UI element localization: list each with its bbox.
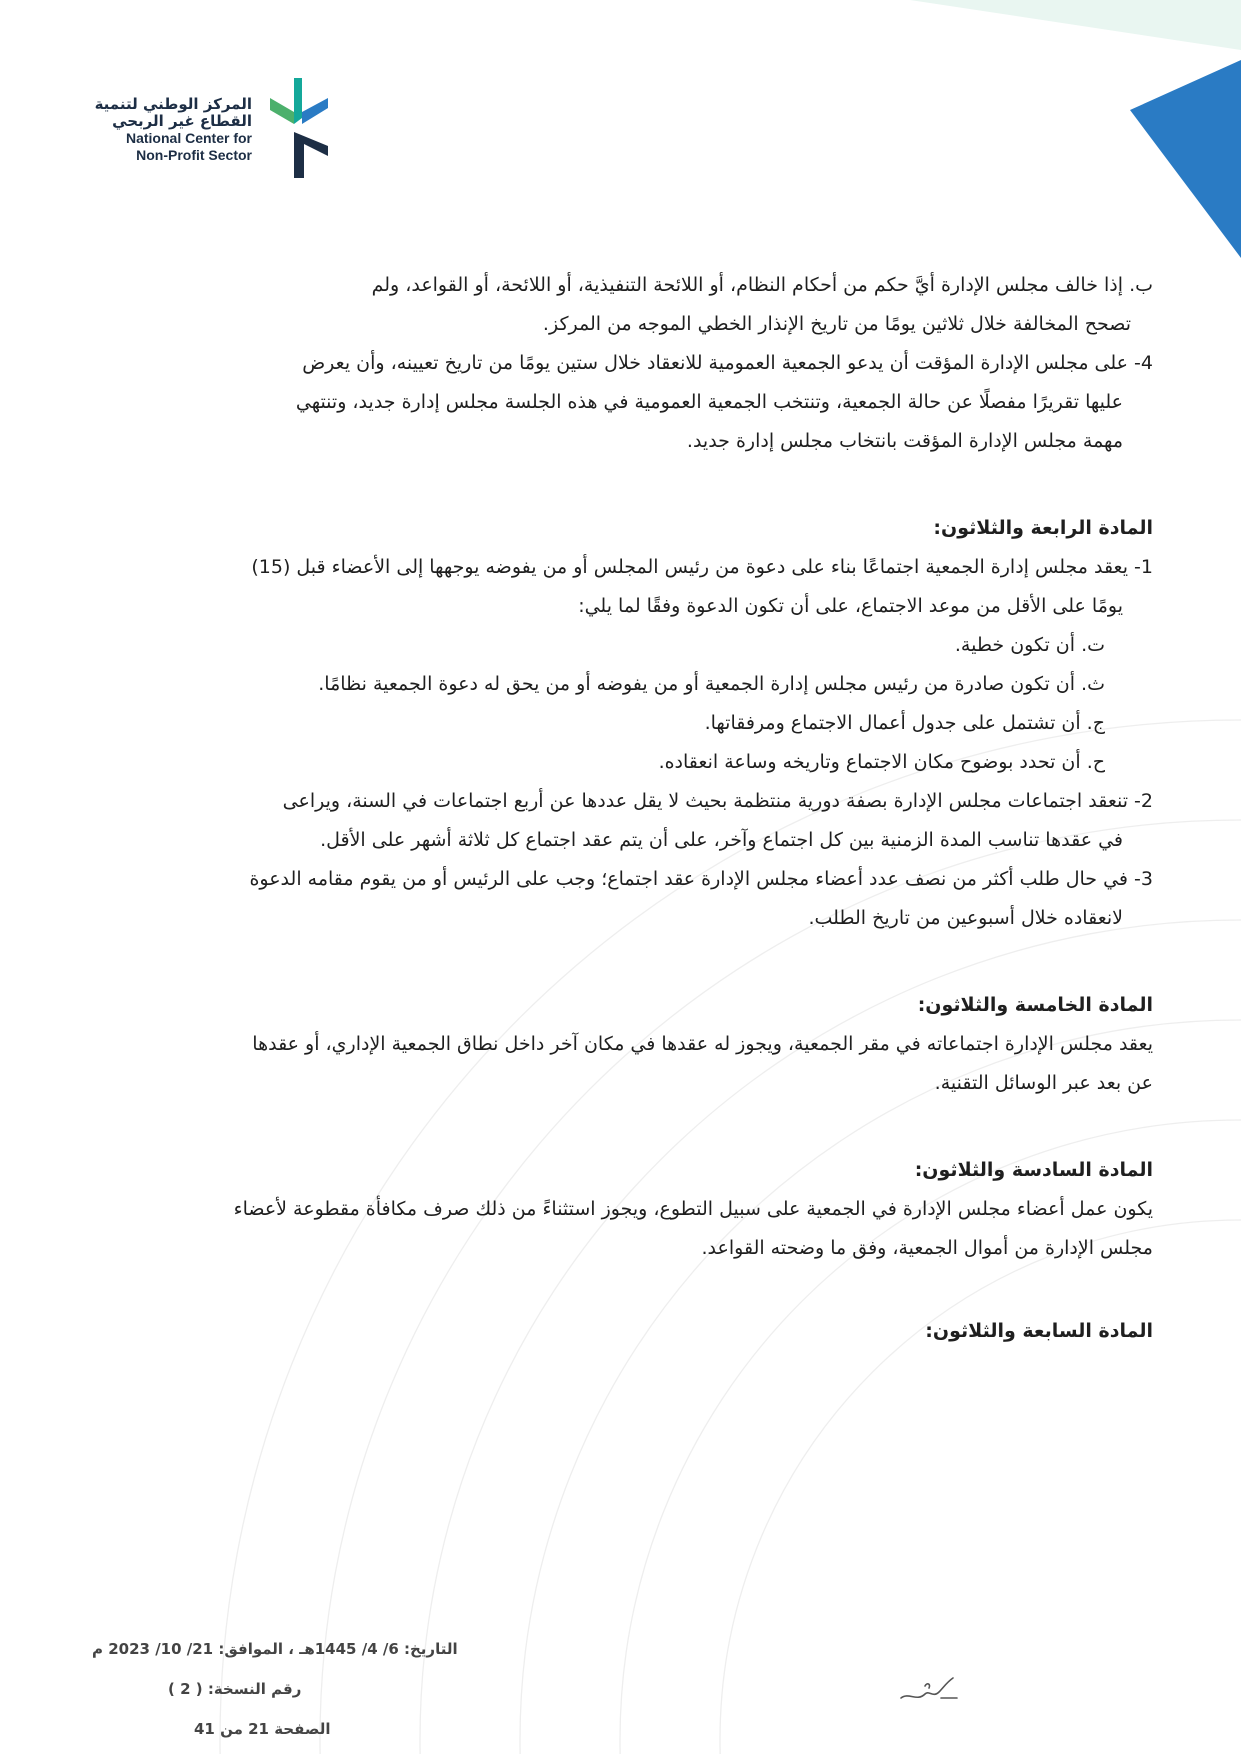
article-34-sub-h: ح. أن تحدد بوضوح مكان الاجتماع وتاريخه وساعة انعقاده. bbox=[658, 751, 1105, 773]
article-35-heading: المادة الخامسة والثلاثون: bbox=[917, 994, 1153, 1016]
article-36-heading: المادة السادسة والثلاثون: bbox=[914, 1159, 1153, 1181]
logo-english-line1: National Center for bbox=[125, 130, 252, 146]
article-35-line1: يعقد مجلس الإدارة اجتماعاته في مقر الجمعية، ويجوز له عقدها في مكان آخر داخل نطاق الجمعية الإداري، أو عقدها bbox=[252, 1033, 1153, 1055]
clause-b-line1: ب. إذا خالف مجلس الإدارة أيَّ حكم من أحكام النظام، أو اللائحة التنفيذية، أو اللائحة، أو القواعد، ولم bbox=[371, 274, 1153, 296]
article-36-line2: مجلس الإدارة من أموال الجمعية، وفق ما وضحته القواعد. bbox=[701, 1237, 1153, 1259]
logo-arabic-line2: القطاع غير الربحي bbox=[112, 112, 252, 130]
footer-page-number: الصفحة 21 من 41 bbox=[194, 1720, 331, 1738]
footer-date: التاريخ: 6/ 4/ 1445هـ ، الموافق: 21/ 10/ 2023 م bbox=[92, 1640, 458, 1658]
clause-4-line1: 4- على مجلس الإدارة المؤقت أن يدعو الجمعية العمومية للانعقاد خلال ستين يومًا من تاريخ تعيينه، وأن يعرض bbox=[302, 352, 1153, 374]
article-34-sub-j: ج. أن تشتمل على جدول أعمال الاجتماع ومرفقاتها. bbox=[704, 712, 1105, 734]
article-35-line2: عن بعد عبر الوسائل التقنية. bbox=[934, 1072, 1153, 1094]
article-34-sub-th: ث. أن تكون صادرة من رئيس مجلس إدارة الجمعية أو من يفوضه أو من يحق له دعوة الجمعية نظامًا. bbox=[318, 673, 1105, 695]
logo-arrows-icon bbox=[260, 78, 332, 178]
logo-english-line2: Non-Profit Sector bbox=[136, 147, 252, 163]
article-34-item3-line1: 3- في حال طلب أكثر من نصف عدد أعضاء مجلس الإدارة عقد اجتماع؛ وجب على الرئيس أو من يقوم مقامه الدعوة bbox=[249, 868, 1153, 890]
logo-arabic-line1: المركز الوطني لتنمية bbox=[94, 95, 252, 113]
organization-logo bbox=[92, 78, 332, 188]
article-34-item2-line2: في عقدها تناسب المدة الزمنية بين كل اجتماع وآخر، على أن يتم عقد اجتماع كل ثلاثة أشهر على الأقل. bbox=[320, 829, 1123, 851]
article-34-item2-line1: 2- تنعقد اجتماعات مجلس الإدارة بصفة دورية منتظمة بحيث لا يقل عددها عن أربع اجتماعات في السنة، ويراعى bbox=[282, 790, 1153, 812]
footer-version: رقم النسخة: ( 2 ) bbox=[168, 1680, 302, 1698]
article-34-item3-line2: لانعقاده خلال أسبوعين من تاريخ الطلب. bbox=[808, 907, 1123, 929]
clause-b-line2: تصحح المخالفة خلال ثلاثين يومًا من تاريخ الإنذار الخطي الموجه من المركز. bbox=[542, 313, 1131, 335]
clause-4-line2: عليها تقريرًا مفصلًا عن حالة الجمعية، وتنتخب الجمعية العمومية في هذه الجلسة مجلس إدارة جديد، وتنتهي bbox=[295, 391, 1123, 413]
article-34-item1-line2: يومًا على الأقل من موعد الاجتماع، على أن تكون الدعوة وفقًا لما يلي: bbox=[578, 595, 1123, 617]
article-37-heading: المادة السابعة والثلاثون: bbox=[925, 1320, 1153, 1342]
article-34-heading: المادة الرابعة والثلاثون: bbox=[933, 517, 1153, 539]
document-body bbox=[88, 266, 1153, 1351]
article-34-item1-line1: 1- يعقد مجلس إدارة الجمعية اجتماعًا بناء على دعوة من رئيس المجلس أو من يفوضه يوجهها إلى الأعضاء قبل (15) bbox=[251, 556, 1153, 578]
article-36-line1: يكون عمل أعضاء مجلس الإدارة في الجمعية على سبيل التطوع، ويجوز استثناءً من ذلك صرف مكافأة مقطوعة لأعضاء bbox=[233, 1198, 1153, 1220]
signature bbox=[895, 1668, 965, 1708]
article-34-sub-t: ت. أن تكون خطية. bbox=[954, 634, 1105, 656]
clause-4-line3: مهمة مجلس الإدارة المؤقت بانتخاب مجلس إدارة جديد. bbox=[686, 430, 1123, 452]
